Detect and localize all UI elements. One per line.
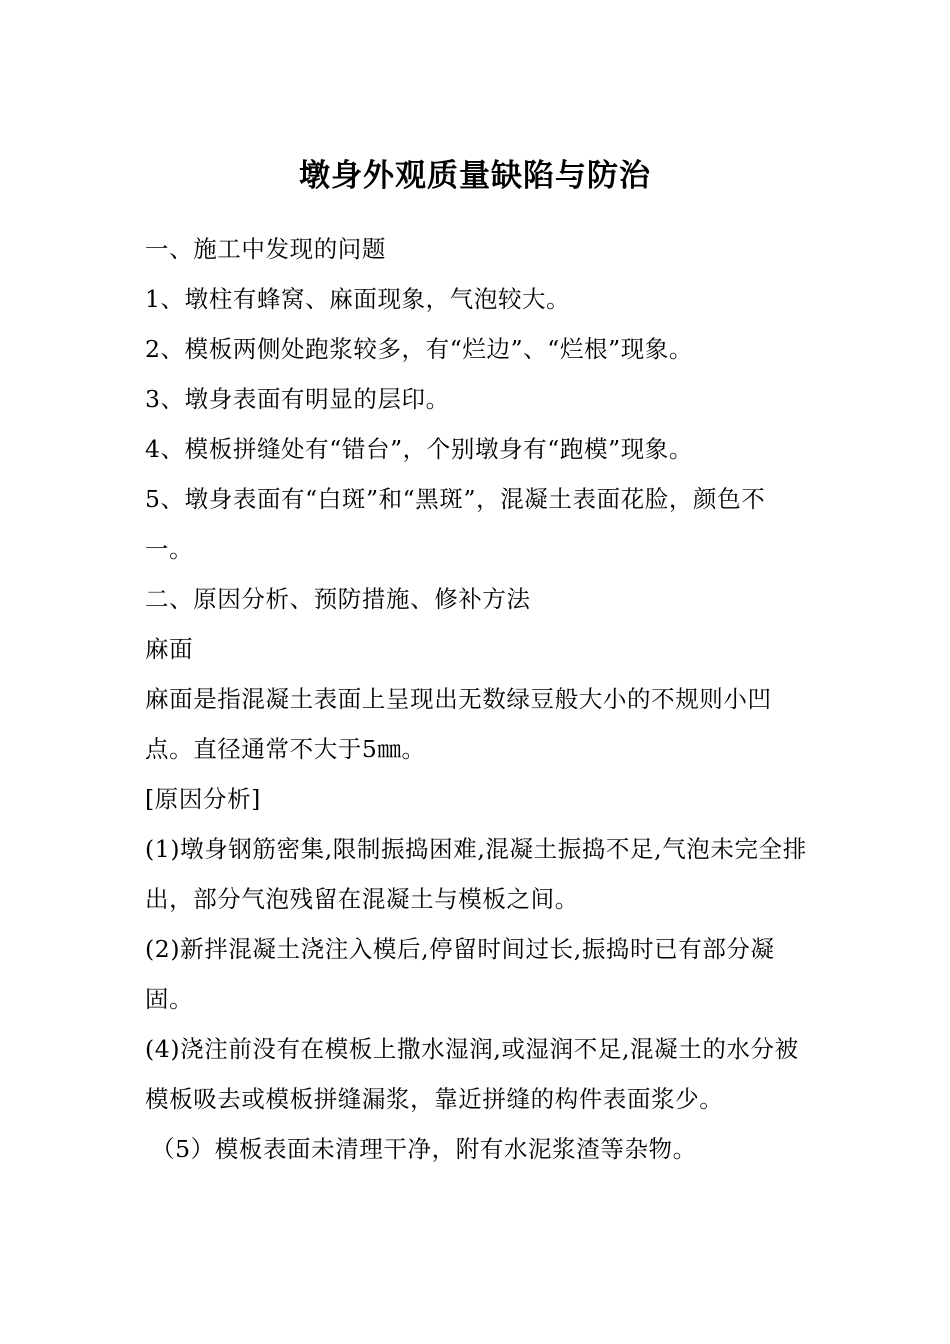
cause-item: (1)墩身钢筋密集,限制振捣困难,混凝土振捣不足,气泡未完全排出，部分气泡残留在混凝土与模板之间。 [145,835,807,913]
document-body [145,224,810,1174]
list-item: 3、墩身表面有明显的层印。 [145,385,450,413]
list-item: 5、墩身表面有“白斑”和“黑斑”，混凝土表面花脸，颜色不一。 [145,485,766,563]
list-item: 1、墩柱有蜂窝、麻面现象，气泡较大。 [145,285,571,313]
list-item: 4、模板拼缝处有“错台”，个别墩身有“跑模”现象。 [145,435,694,463]
subheading: [原因分析] [145,785,261,813]
cause-item: （5）模板表面未清理干净，附有水泥浆渣等杂物。 [151,1135,697,1163]
cause-item: (2)新拌混凝土浇注入模后,停留时间过长,振捣时已有部分凝固。 [145,935,775,1013]
list-item: 2、模板两侧处跑浆较多，有“烂边”、“烂根”现象。 [145,335,694,363]
cause-item: (4)浇注前没有在模板上撒水湿润,或湿润不足,混凝土的水分被模板吸去或模板拼缝漏浆，靠近拼缝的构件表面浆少。 [145,1035,799,1113]
section-heading: 一、施工中发现的问题 [145,235,386,263]
document-title: 墩身外观质量缺陷与防治 [299,158,651,194]
section-heading: 二、原因分析、预防措施、修补方法 [145,585,531,613]
subheading: 麻面 [145,635,194,663]
paragraph: 麻面是指混凝土表面上呈现出无数绿豆般大小的不规则小凹点。直径通常不大于5㎜。 [145,685,772,763]
